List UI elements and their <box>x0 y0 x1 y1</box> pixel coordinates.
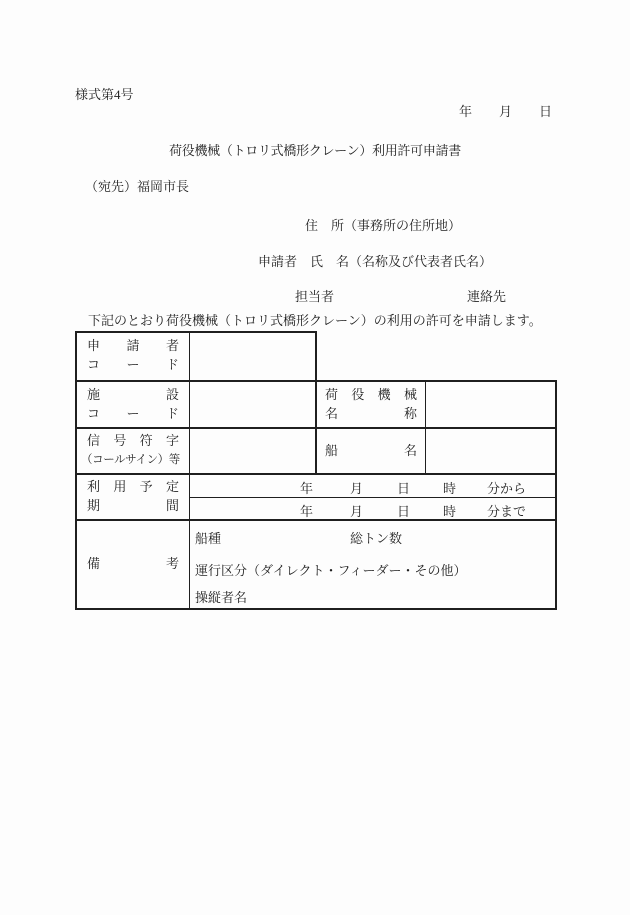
contact-info-label: 連絡先 <box>467 289 507 304</box>
machine-name-label-line2: 名 称 <box>325 405 417 421</box>
machine-name-label-line1: 荷 役 機 械 <box>325 386 417 402</box>
period-from-hour-label: 時 <box>443 481 457 496</box>
call-sign-label-line2: （コールサイン）等 <box>81 454 180 466</box>
facility-code-label-line2: コ ー ド <box>87 405 179 421</box>
machine-name-field <box>426 382 554 426</box>
period-to-hour-label: 時 <box>443 504 457 519</box>
period-to-minute-label: 分まで <box>487 504 527 519</box>
machine-name-label <box>317 382 425 426</box>
applicant-code-label <box>77 333 189 378</box>
gross-tonnage-label: 総トン数 <box>350 531 403 546</box>
declaration-text: 下記のとおり荷役機械（トロリ式橋形クレーン）の利用の許可を申請します。 <box>88 313 542 328</box>
period-from-minute-label: 分から <box>487 481 527 496</box>
period-to-month-label: 月 <box>350 504 364 519</box>
period-from-month-label: 月 <box>350 481 364 496</box>
applicant-name-label: 申請者 氏 名（名称及び代表者氏名） <box>258 254 493 269</box>
usage-period-to-row <box>190 497 557 520</box>
remarks-label-line: 備 考 <box>87 556 179 571</box>
ship-type-label: 船種 <box>195 531 222 546</box>
period-to-day-label: 日 <box>397 504 411 519</box>
usage-period-from-row <box>190 474 557 497</box>
call-sign-field <box>190 429 314 472</box>
addressee: （宛先）福岡市長 <box>85 179 190 194</box>
document-title: 荷役機械（トロリ式橋形クレーン）利用許可申請書 <box>169 143 461 158</box>
remarks-label <box>77 521 189 607</box>
ship-name-label-line1: 船 名 <box>325 442 417 458</box>
date-day-label: 日 <box>539 104 553 119</box>
applicant-code-label-line2: コ ー ド <box>87 357 179 372</box>
table-gridline <box>75 608 557 610</box>
remarks-ship-type-line <box>195 528 403 547</box>
facility-code-field <box>190 382 314 426</box>
applicant-code-label-line1: 申 請 者 <box>87 338 179 353</box>
facility-code-label <box>77 382 189 426</box>
operation-category-label: 運行区分（ダイレクト・フィーダー・その他） <box>195 563 467 578</box>
period-to-year-label: 年 <box>300 504 314 519</box>
date-month-label: 月 <box>499 104 513 119</box>
application-table <box>75 331 557 610</box>
form-number: 様式第4号 <box>75 87 134 102</box>
applicant-code-field <box>190 333 314 378</box>
call-sign-label-line1: 信 号 符 字 <box>87 433 179 448</box>
ship-name-label <box>317 429 425 472</box>
remarks-content-cell <box>191 521 555 608</box>
call-sign-label <box>77 429 189 472</box>
usage-period-label-line1: 利 用 予 定 <box>87 479 179 494</box>
period-from-day-label: 日 <box>397 481 411 496</box>
period-from-year-label: 年 <box>300 481 314 496</box>
issue-date-line <box>459 101 552 120</box>
usage-period-label-line2: 期 間 <box>87 498 179 513</box>
date-year-label: 年 <box>459 104 473 119</box>
address-label: 住 所（事務所の住所地） <box>305 218 462 233</box>
usage-period-label <box>77 475 189 518</box>
facility-code-label-line1: 施 設 <box>87 386 179 402</box>
ship-name-field <box>426 429 554 472</box>
contact-person-label: 担当者 <box>295 289 335 304</box>
operator-name-label: 操縦者名 <box>195 590 248 605</box>
